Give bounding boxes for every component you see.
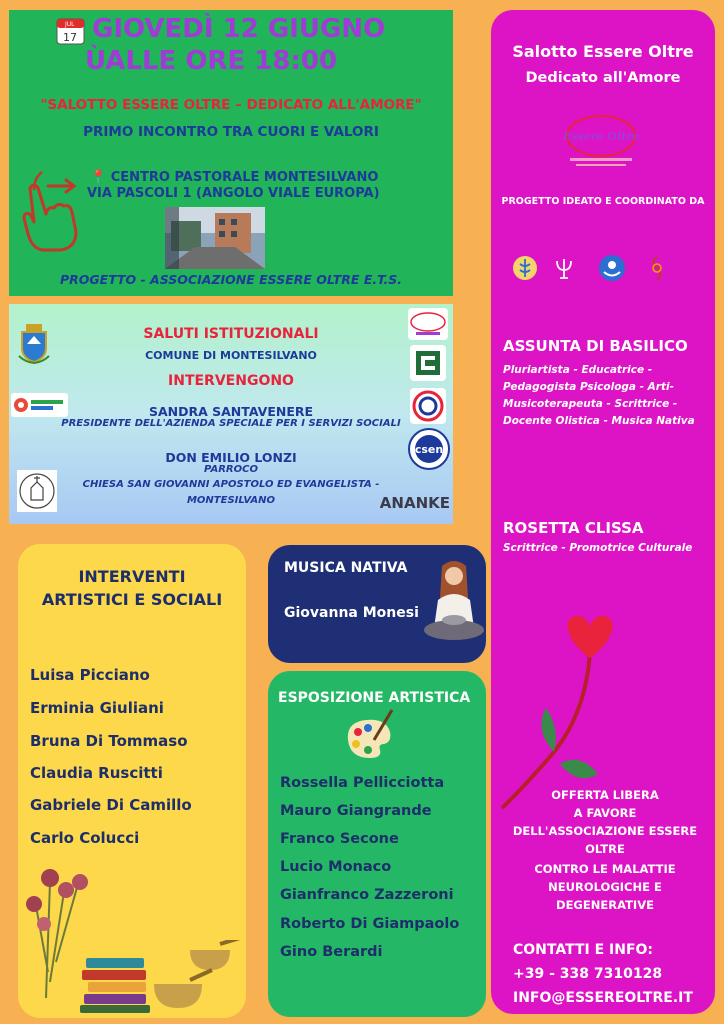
- speaker-2-role: PARROCO: [204, 464, 258, 475]
- artist-name: Bruna Di Tommaso: [30, 732, 188, 750]
- art-exhibition-title: ESPOSIZIONE ARTISTICA: [278, 690, 471, 706]
- coordinator-1-desc-line: Pedagogista Psicologa - Arti-: [503, 381, 674, 393]
- calendar-day: 17: [63, 31, 77, 44]
- artist-name: Luisa Picciano: [30, 666, 150, 684]
- contact-phone[interactable]: +39 - 338 7310128: [513, 966, 663, 982]
- native-music-performer: Giovanna Monesi: [284, 605, 419, 621]
- exhibitor-name: Lucio Monaco: [280, 859, 392, 875]
- coordinator-1-name: ASSUNTA DI BASILICO: [503, 337, 688, 355]
- artistic-title-line-2: ARTISTICI E SOCIALI: [41, 590, 223, 609]
- municipality-name: COMUNE DI MONTESILVANO: [145, 349, 317, 362]
- exhibitor-name: Gianfranco Zazzeroni: [280, 887, 454, 903]
- offer-line: NEUROLOGICHE E: [548, 880, 662, 894]
- sidebar-title: Salotto Essere Oltre: [512, 42, 694, 61]
- music-therapy-icon: [644, 254, 670, 282]
- offer-line: OFFERTA LIBERA: [551, 788, 659, 802]
- books-illustration: [80, 950, 152, 1014]
- coordinator-1-desc-line: Pluriartista - Educatrice -: [503, 364, 653, 376]
- speaker-1-name: SANDRA SANTAVENERE: [148, 404, 314, 419]
- event-title: "SALOTTO ESSERE OLTRE – DEDICATO ALL'AMORE": [40, 97, 422, 113]
- speaker-2-church: CHIESA SAN GIOVANNI APOSTOLO ED EVANGELISTA -: [82, 479, 380, 490]
- association-circle-logo: [410, 388, 446, 424]
- greetings-title: SALUTI ISTITUZIONALI: [143, 326, 319, 342]
- project-credit: PROGETTO - ASSOCIAZIONE ESSERE OLTRE E.T.S.: [59, 272, 403, 287]
- artist-name: Carlo Colucci: [30, 829, 140, 847]
- ananke-logo-text: ANANKE: [380, 494, 450, 512]
- essere-oltre-logo: [560, 110, 642, 172]
- exhibitor-name: Franco Secone: [280, 831, 399, 847]
- coordinator-1-desc-line: Docente Olistica - Musica Nativa: [503, 415, 695, 427]
- event-date: GIOVEDÌ 12 GIUGNO: [92, 14, 386, 44]
- artist-name: Claudia Ruscitti: [30, 764, 163, 782]
- coordinator-1-desc-line: Musicoterapeuta - Scrittrice -: [503, 398, 678, 410]
- offer-line: DEGENERATIVE: [556, 898, 654, 912]
- speakers-title: INTERVENGONO: [168, 373, 294, 389]
- pointing-hand-icon: [20, 168, 82, 254]
- caduceus-icon: [512, 255, 538, 281]
- contacts-title: CONTATTI E INFO:: [513, 942, 654, 958]
- speaker-1-role: PRESIDENTE DELL'AZIENDA SPECIALE PER I SERVIZI SOCIALI: [61, 418, 401, 429]
- gc-logo: [410, 345, 446, 381]
- native-music-title: MUSICA NATIVA: [284, 560, 408, 576]
- location-address: VIA PASCOLI 1 (ANGOLO VIALE EUROPA): [87, 186, 380, 201]
- artist-name: Gabriele Di Camillo: [30, 796, 192, 814]
- musician-woman-illustration: [420, 558, 486, 650]
- offer-line: CONTRO LE MALATTIE: [534, 862, 676, 876]
- sidebar-subtitle: Dedicato all'Amore: [525, 70, 681, 86]
- location-line-1: CENTRO PASTORALE MONTESILVANO: [110, 170, 379, 185]
- exhibitor-name: Rossella Pellicciotta: [280, 775, 445, 791]
- speaker-2-name: DON EMILIO LONZI: [165, 450, 297, 465]
- exhibitor-name: Mauro Giangrande: [280, 803, 432, 819]
- calendar-icon: [56, 16, 86, 46]
- heart-flower-illustration: [494, 612, 624, 812]
- artistic-title-line-1: INTERVENTI: [78, 567, 186, 586]
- essere-oltre-small-logo: [408, 308, 448, 340]
- csen-logo-text: csen: [414, 443, 444, 456]
- csen-logo: [408, 428, 450, 470]
- offer-line: OLTRE: [585, 842, 625, 856]
- project-coordinated-by: PROGETTO IDEATO E COORDINATO DA: [501, 196, 705, 207]
- speaker-2-city: MONTESILVANO: [186, 495, 276, 506]
- exhibitor-name: Gino Berardi: [280, 944, 383, 960]
- ananke-logo: [380, 488, 452, 514]
- artist-name: Erminia Giuliani: [30, 699, 164, 717]
- coordinator-2-name: ROSETTA CLISSA: [503, 519, 644, 537]
- map-pin-icon: 📍: [90, 170, 107, 185]
- location-photo: [165, 207, 265, 269]
- calendar-month: JUL: [65, 21, 75, 28]
- offer-line: DELL'ASSOCIAZIONE ESSERE: [512, 824, 698, 838]
- coordinator-2-desc: Scrittrice - Promotrice Culturale: [503, 542, 693, 554]
- offer-line: A FAVORE: [573, 806, 637, 820]
- singing-bowls-illustration: [150, 940, 242, 1014]
- essere-oltre-logo-text: Essere Oltre: [562, 130, 640, 143]
- paint-palette-icon: [344, 706, 394, 762]
- hands-care-icon: [598, 254, 626, 282]
- exhibitor-name: Roberto Di Giampaolo: [280, 916, 460, 932]
- event-time: ÙALLE ORE 18:00: [84, 46, 338, 76]
- location-name: [90, 170, 390, 185]
- contact-email[interactable]: INFO@ESSEREOLTRE.IT: [513, 990, 693, 1006]
- psi-icon: [552, 256, 576, 280]
- event-subtitle: PRIMO INCONTRO TRA CUORI E VALORI: [83, 124, 379, 140]
